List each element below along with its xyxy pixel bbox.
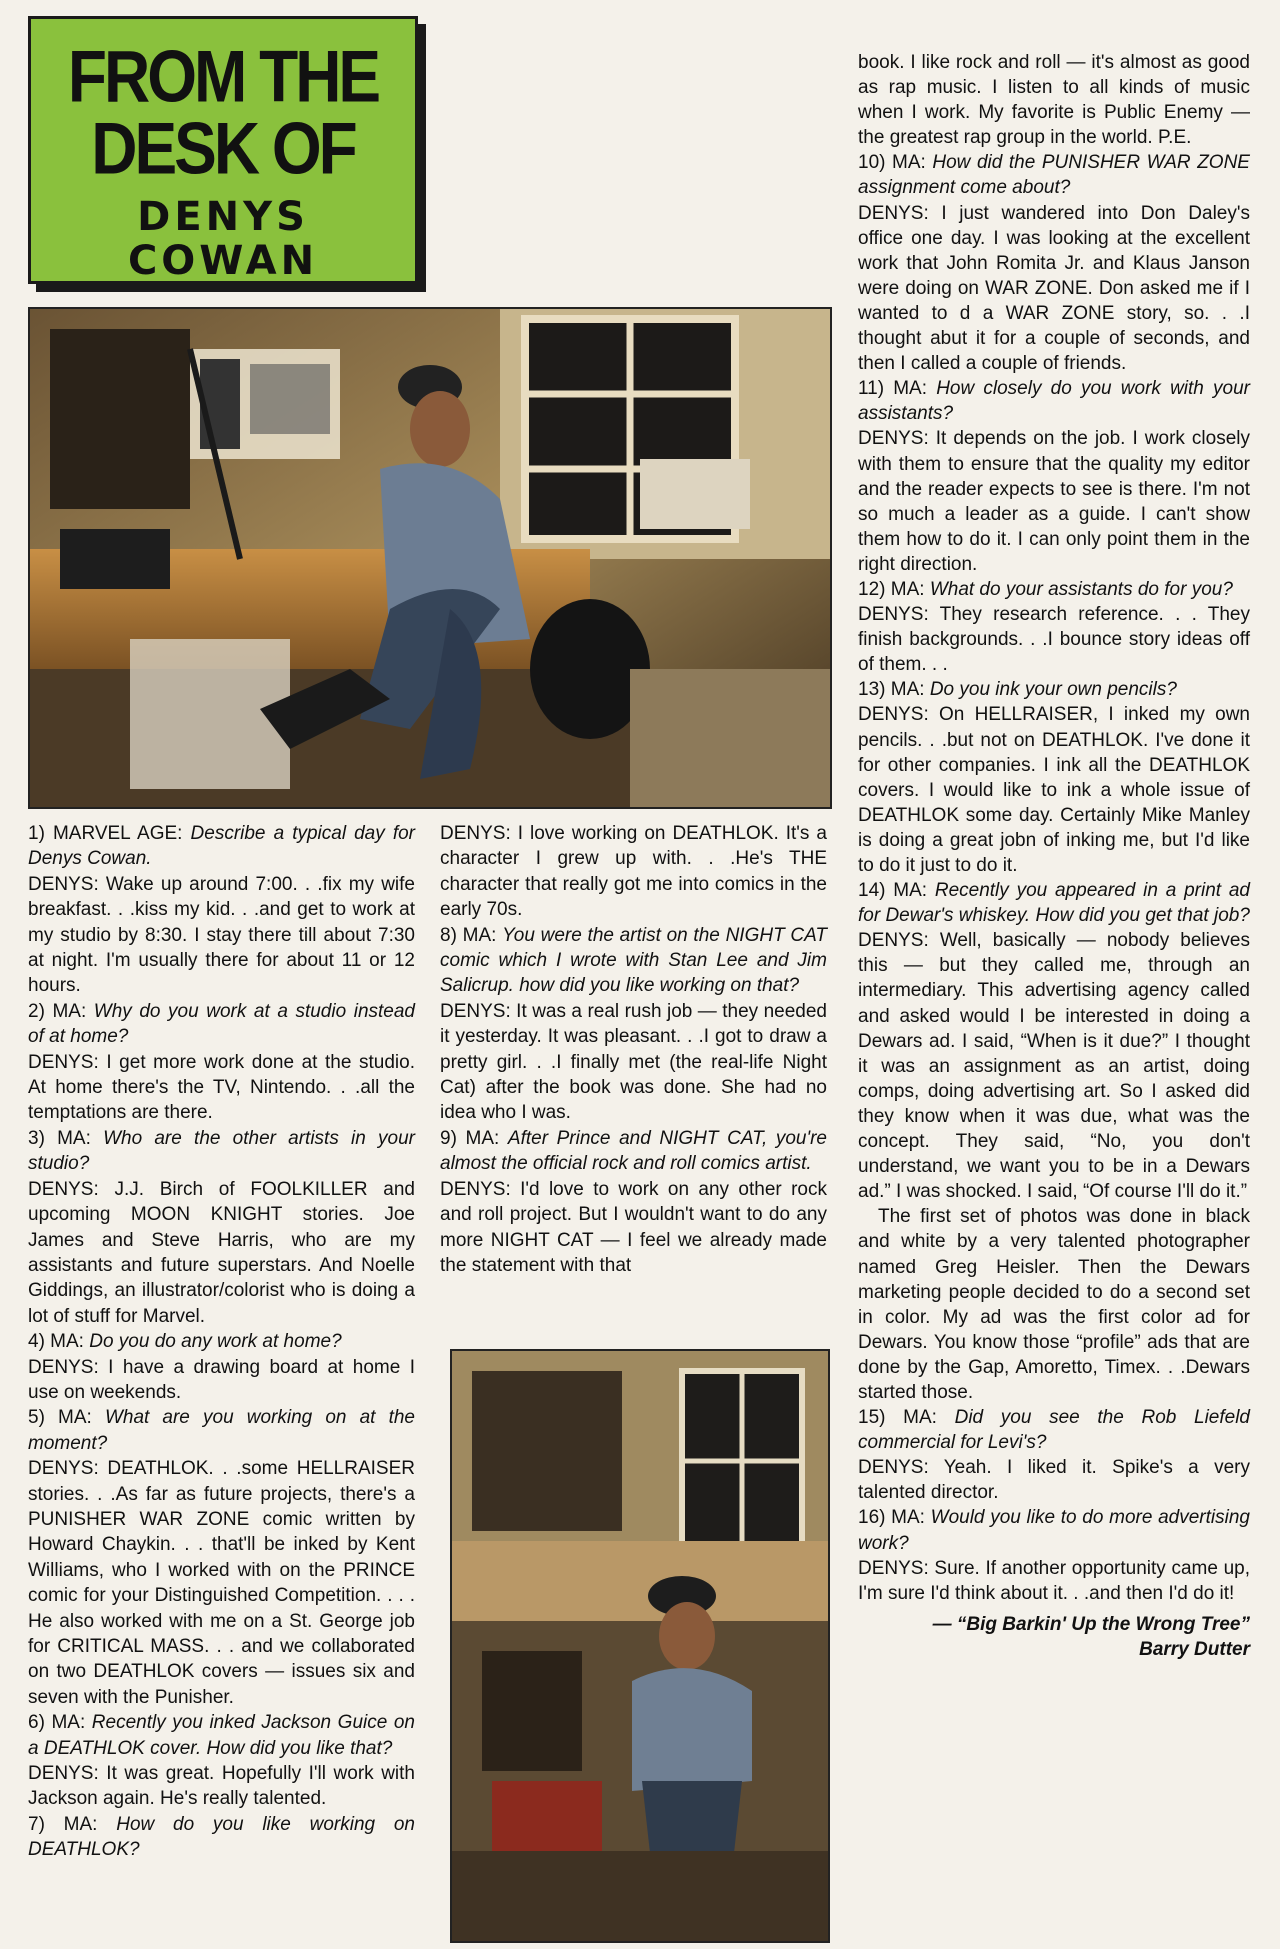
answer-6: DENYS: It was great. Hopefully I'll work with Jackson again. He's really talented.	[28, 1763, 415, 1810]
column-3	[858, 50, 1250, 1662]
answer-13: DENYS: On HELLRAISER, I inked my own pencils. . .but not on DEATHLOK. I've done it for other companies. I ink all the DEATHLOK covers. I would like to ink a whole issue of DEATHLOK some day. Certainly Mike Manley is doing a great jobn of inking me, but I'd like to do it just to do it.	[858, 704, 1250, 876]
question-number: 8) MA:	[440, 924, 503, 946]
header-name-first: DENYS	[137, 194, 309, 240]
question-text: What do your assistants do for you?	[929, 578, 1233, 600]
question-number: 13) MA:	[858, 679, 930, 701]
question-text: After Prince and NIGHT CAT, you're almost the official rock and roll comics artist.	[440, 1127, 827, 1175]
question-10	[858, 150, 1250, 200]
question-4	[28, 1329, 415, 1354]
answer-5: DENYS: DEATHLOK. . .some HELLRAISER stories. . .As far as future projects, there's a PUNISHER WAR ZONE comic written by Howard Chaykin. . . that'll be inked by Kent Williams, who I worked with on the PRINCE comic for your Distinguished Competition. . . . He also worked with me on a St. George job for CRITICAL MASS. . . and we collaborated on two DEATHLOK covers — issues six and seven with the Punisher.	[28, 1458, 415, 1708]
bottom-photo	[450, 1349, 830, 1943]
question-text: Recently you appeared in a print ad for Dewar's whiskey. How did you get that job?	[858, 880, 1250, 927]
question-text: Do you ink your own pencils?	[929, 679, 1177, 701]
question-number: 3) MA:	[28, 1127, 104, 1149]
question-text: Do you do any work at home?	[89, 1331, 342, 1353]
answer-4: DENYS: I have a drawing board at home I use on weekends.	[28, 1356, 415, 1403]
signature-title: — “Big Barkin' Up the Wrong Tree”	[932, 1613, 1250, 1635]
question-2	[28, 999, 415, 1050]
answer-3: DENYS: J.J. Birch of FOOLKILLER and upcoming MOON KNIGHT stories. Joe James and Steve Harris, who are my assistants and future superstars. And Noelle Giddings, an illustrator/colorist who is doing a lot of stuff for Marvel.	[28, 1178, 415, 1327]
question-text: How closely do you work with your assistants?	[858, 378, 1251, 425]
question-12	[858, 577, 1250, 602]
question-number: 2) MA:	[28, 1000, 94, 1022]
question-11	[858, 376, 1250, 426]
question-7	[28, 1812, 415, 1863]
question-number: 4) MA:	[28, 1331, 90, 1353]
question-number: 11) MA:	[858, 378, 937, 400]
answer-9-continued: book. I like rock and roll — it's almost as good as rap music. I listen to all kinds of music when I work. My favorite is Public Enemy — the greatest rap group in the world. P.E.	[858, 52, 1250, 149]
question-16	[858, 1505, 1250, 1555]
question-text: Describe a typical day for Denys Cowan.	[28, 823, 415, 870]
answer-15: DENYS: Yeah. I liked it. Spike's a very talented director.	[858, 1457, 1250, 1504]
question-number: 9) MA:	[440, 1127, 508, 1149]
question-text: How do you like working on DEATHLOK?	[28, 1813, 415, 1861]
signature-author: Barry Dutter	[1139, 1638, 1250, 1660]
question-text: Recently you inked Jackson Guice on a DEATHLOK cover. How did you like that?	[28, 1712, 415, 1759]
column-2	[440, 821, 827, 1278]
column-1	[28, 821, 415, 1863]
question-text: Did you see the Rob Liefeld commercial for Levi's?	[858, 1407, 1250, 1454]
question-number: 10) MA:	[858, 152, 933, 174]
question-number: 15) MA:	[858, 1407, 955, 1429]
question-number: 5) MA:	[28, 1407, 105, 1429]
question-9	[440, 1126, 827, 1177]
question-5	[28, 1405, 415, 1456]
answer-11: DENYS: It depends on the job. I work closely with them to ensure that the quality my editor and the reader expects to see is there. I'm not so much a leader as a guide. I can't show them how to do it. I can only point them in the right direction.	[858, 428, 1250, 575]
answer-10: DENYS: I just wandered into Don Daley's office one day. I was looking at the excellent work that John Romita Jr. and Klaus Janson were doing on WAR ZONE. Don asked me if I wanted to d a WAR ZONE story, so. . .I thought abut it for a couple of seconds, and then I called a couple of friends.	[858, 202, 1250, 375]
answer-1: DENYS: Wake up around 7:00. . .fix my wife breakfast. . .kiss my kid. . .and get to work at my studio by 8:30. I stay there till about 7:30 at night. I'm usually there for about 11 or 12 hours.	[28, 873, 415, 997]
answer-7: DENYS: I love working on DEATHLOK. It's a character I grew up with. . .He's THE character that really got me into comics in the early 70s.	[440, 823, 827, 921]
question-6	[28, 1710, 415, 1761]
answer-14: DENYS: Well, basically — nobody believes this — but they called me, through an intermediary. This advertising agency called and asked would I be interested in doing a Dewars ad. I said, “When is it due?” I thought it was an assignment as an artist, doing comps, doing advertising art. So I asked did they know when it was due, what was the concept. They said, “No, you don't understand, we want you to be in a Dewars ad.” I was shocked. I said, “Of course I'll do it.”	[858, 930, 1250, 1203]
question-13	[858, 677, 1250, 702]
question-8	[440, 923, 827, 999]
question-number: 14) MA:	[858, 880, 935, 902]
answer-8: DENYS: It was a real rush job — they needed it yesterday. It was pleasant. . .I got to draw a pretty girl. . .I finally met (the real-life Night Cat) after the book was done. She had no idea who I was.	[440, 1000, 827, 1124]
question-14	[858, 878, 1250, 928]
question-number: 6) MA:	[28, 1712, 92, 1734]
question-text: What are you working on at the moment?	[28, 1407, 415, 1454]
header-name-last: COWAN	[127, 238, 319, 284]
question-number: 1) MARVEL AGE:	[28, 823, 191, 844]
answer-9: DENYS: I'd love to work on any other rock and roll project. But I wouldn't want to do any more NIGHT CAT — I feel we already made the statement with that	[440, 1178, 827, 1276]
answer-14-paragraph-2: The first set of photos was done in black and white by a very talented photographer named Greg Heisler. Then the Dewars marketing people decided to do a second set in color. My ad was the first color ad for Dewars. You know those “profile” ads that are done by the Gap, Amoretto, Timex. . .Dewars started those.	[858, 1206, 1250, 1403]
answer-2: DENYS: I get more work done at the studio. At home there's the TV, Nintendo. . .all the temptations are there.	[28, 1051, 415, 1124]
header-box	[28, 16, 418, 284]
question-text: You were the artist on the NIGHT CAT comic which I wrote with Stan Lee and Jim Salicrup. how did you like working on that?	[440, 924, 827, 997]
question-text: How did the PUNISHER WAR ZONE assignment come about?	[858, 152, 1250, 199]
question-number: 7) MA:	[28, 1813, 117, 1835]
question-text: Who are the other artists in your studio?	[28, 1127, 416, 1175]
question-text: Why do you work at a studio instead of at home?	[28, 1000, 415, 1048]
answer-16: DENYS: Sure. If another opportunity came up, I'm sure I'd think about it. . .and then I'd do it!	[858, 1557, 1250, 1604]
question-text: Would you like to do more advertising work?	[858, 1507, 1250, 1554]
header-title-line2: DESK OF	[91, 106, 355, 190]
question-3	[28, 1126, 415, 1177]
answer-12: DENYS: They research reference. . . They finish backgrounds. . .I bounce story ideas off of them. . .	[858, 604, 1250, 676]
question-number: 12) MA:	[858, 578, 930, 600]
question-15	[858, 1405, 1250, 1455]
question-number: 16) MA:	[858, 1507, 931, 1529]
header-title-line1: FROM THE	[67, 34, 379, 118]
top-photo	[28, 307, 832, 809]
question-1	[28, 821, 415, 872]
